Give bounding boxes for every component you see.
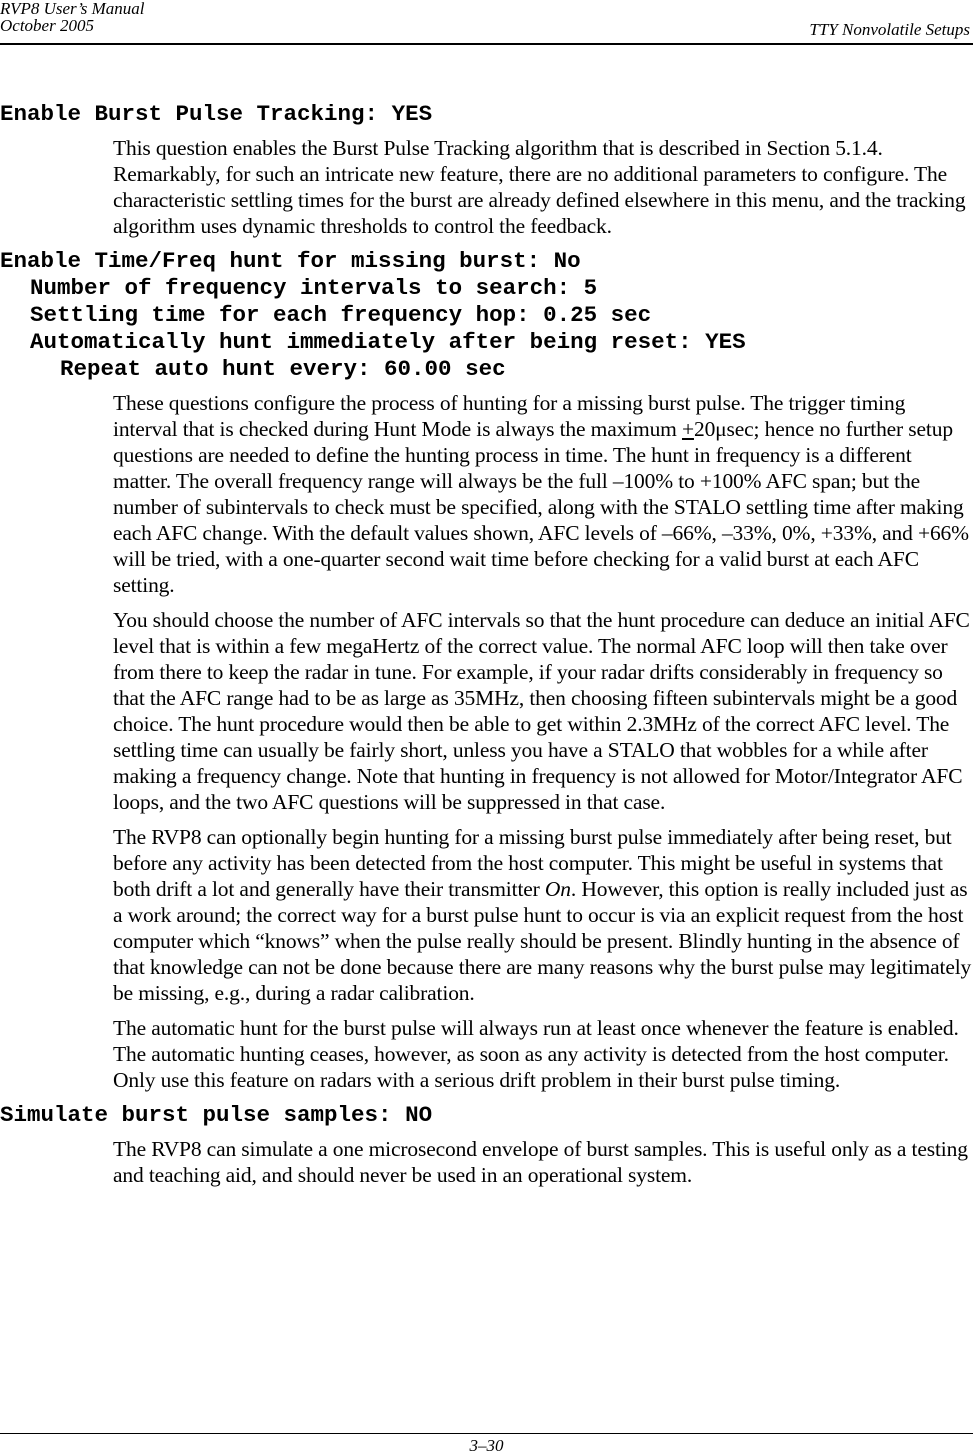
section-title: TTY Nonvolatile Setups — [809, 20, 970, 39]
paragraph-hunt-auto — [113, 824, 973, 1006]
paragraph-hunt-overview-part-2: 20μsec; hence no further setup questions are needed to define the hunting process in time. The hunt in frequency is a different matter. The overall frequency range will always be the full –100% to +100% AFC span; but the number of subintervals to check must be specified, along with the STALO settling time after making each AFC change. With the default values shown, AFC levels of –66%, –33%, 0%, +33%, and +66% will be tried, with a one-quarter second wait time before checking for a valid burst at each AFC setting. — [113, 417, 969, 597]
setup-question-hunt-settling: Settling time for each frequency hop: 0.25 sec — [30, 302, 652, 328]
paragraph-hunt-auto-part-1: The RVP8 can optionally begin hunting for a missing burst pulse immediately after being reset, but before any activity has been detected from the host computer. This might be useful in systems that both drift a lot and generally have their transmitter — [113, 825, 952, 901]
manual-title: RVP8 User’s Manual — [0, 0, 145, 18]
setup-question-hunt-repeat: Repeat auto hunt every: 60.00 sec — [60, 356, 506, 382]
footer-rule — [0, 1433, 973, 1434]
paragraph-burst-tracking: This question enables the Burst Pulse Tracking algorithm that is described in Section 5.1.4. Remarkably, for such an intricate new feature, there are no additional parameters to configure. The characteristic settling times for the burst are already defined elsewhere in this menu, and the tracking algorithm uses dynamic thresholds to control the feedback. — [113, 136, 966, 238]
manual-date: October 2005 — [0, 16, 94, 35]
paragraph-hunt-auto-part-2: . However, this option is really included just as a work around; the correct way for a burst pulse hunt to occur is via an explicit request from the host computer which “knows” when the pulse really should be present. Blindly hunting in the absence of that knowledge can not be done because there are many reasons why the burst pulse may legitimately be missing, e.g., during a radar calibration. — [113, 877, 972, 1005]
page-number: 3–30 — [469, 1436, 504, 1455]
paragraph-hunt-repeat: The automatic hunt for the burst pulse will always run at least once whenever the feature is enabled. The automatic hunting ceases, however, as soon as any activity is detected from the host computer. Only use this feature on radars with a serious drift problem in their burst pulse timing. — [113, 1016, 959, 1092]
setup-question-burst-tracking: Enable Burst Pulse Tracking: YES — [0, 101, 433, 127]
paragraph-hunt-overview-part-1: These questions configure the process of hunting for a missing burst pulse. The trigger timing interval that is checked during Hunt Mode is always the maximum — [113, 391, 906, 441]
setup-question-hunt-intervals: Number of frequency intervals to search: 5 — [30, 275, 598, 301]
running-header-left — [0, 0, 145, 34]
setup-question-simulate: Simulate burst pulse samples: NO — [0, 1102, 433, 1128]
emphasis-on: On — [544, 877, 571, 901]
setup-question-hunt-auto: Automatically hunt immediately after being reset: YES — [30, 329, 746, 355]
page-body — [0, 101, 973, 1197]
setup-question-hunt-enable: Enable Time/Freq hunt for missing burst: No — [0, 248, 581, 274]
paragraph-hunt-intervals: You should choose the number of AFC intervals so that the hunt procedure can deduce an initial AFC level that is within a few megaHertz of the correct value. The normal AFC loop will then take over from there to keep the radar in tune. For example, if your radar drifts considerably in frequency so that the AFC range had to be as large as 35MHz, then choosing fifteen subintervals might be a good choice. The hunt procedure would then be able to get within 2.3MHz of the correct AFC level. The settling time can usually be fairly short, unless you have a STALO that wobbles for a while after making a frequency change. Note that hunting in frequency is not allowed for Motor/Integrator AFC loops, and the two AFC questions will be suppressed in that case. — [113, 608, 970, 814]
paragraph-simulate: The RVP8 can simulate a one microsecond envelope of burst samples. This is useful only as a testing and teaching aid, and should never be used in an operational system. — [113, 1137, 968, 1187]
plus-minus-sign: + — [681, 417, 694, 441]
paragraph-hunt-overview — [113, 390, 973, 598]
header-rule — [0, 43, 973, 45]
